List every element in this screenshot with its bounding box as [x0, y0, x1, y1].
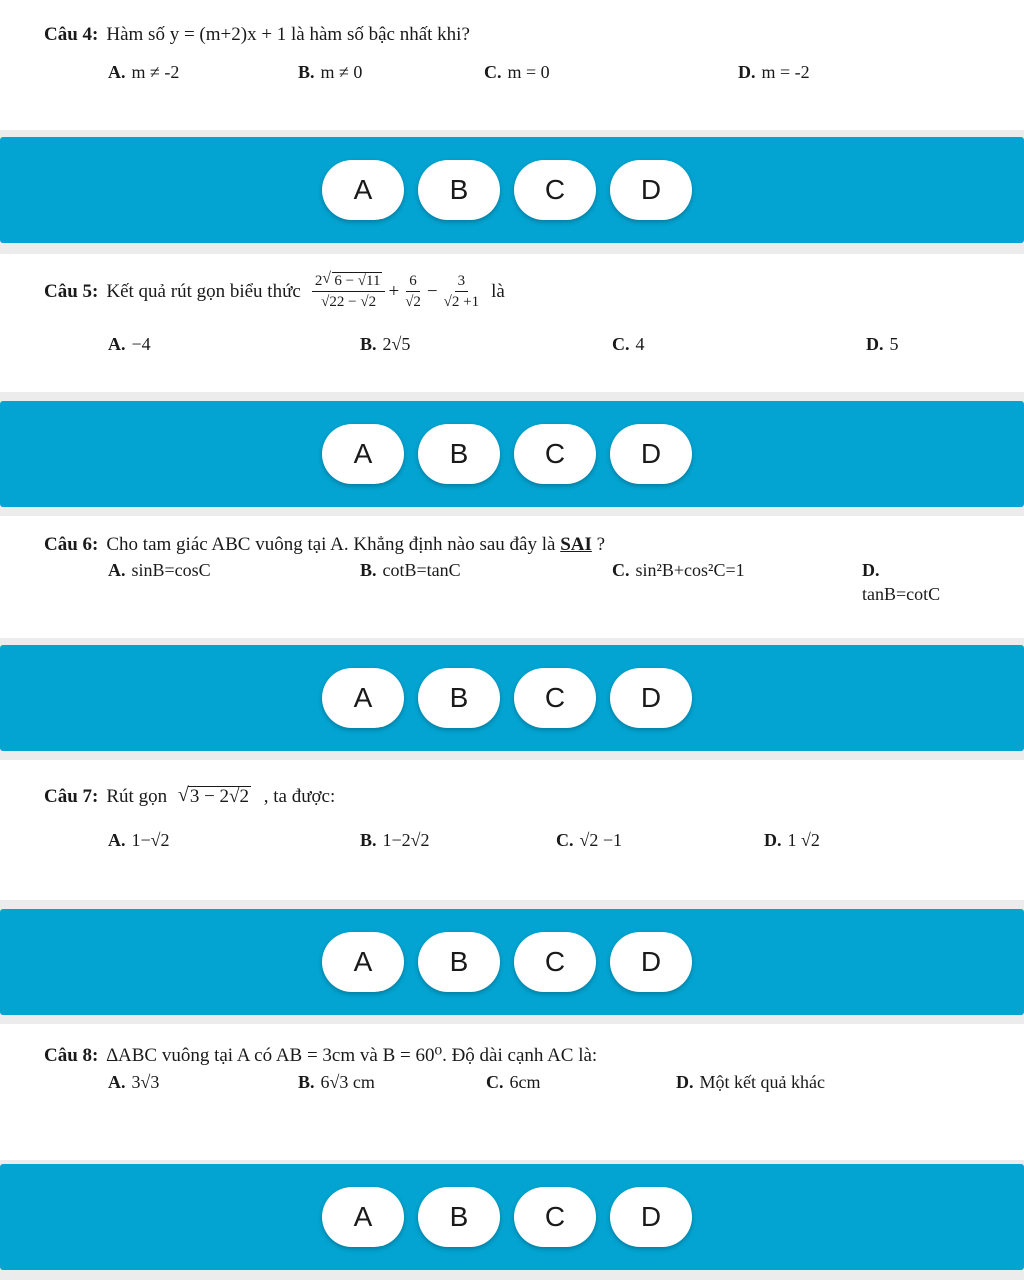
- q4-answer-d-button[interactable]: D: [610, 160, 692, 220]
- question-5-answer-bar: [0, 401, 1024, 507]
- question-4-answer-bar: [0, 137, 1024, 243]
- question-7-text: Câu 7: Rút gọn √ 3 − 2√2 , ta được:: [44, 786, 335, 808]
- question-6-text: Câu 6: Cho tam giác ABC vuông tại A. Khẳng định nào sau đây là SAI ?: [44, 534, 606, 555]
- q6-answer-c-button[interactable]: C: [514, 668, 596, 728]
- q7-option-c: C. √2 −1: [556, 830, 623, 850]
- q6-answer-b-button[interactable]: B: [418, 668, 500, 728]
- q7-answer-c-button[interactable]: C: [514, 932, 596, 992]
- q6-answer-a-button[interactable]: A: [322, 668, 404, 728]
- question-8-card: [0, 1024, 1024, 1160]
- q5-option-b: B. 2√5: [360, 334, 411, 354]
- q6-option-a: A. sinB=cosC: [108, 560, 211, 580]
- q5-answer-d-button[interactable]: D: [610, 424, 692, 484]
- q6-option-d-letter: D.: [862, 560, 880, 580]
- q8-answer-d-button[interactable]: D: [610, 1187, 692, 1247]
- q8-option-a: A. 3√3: [108, 1072, 160, 1092]
- q7-answer-d-button[interactable]: D: [610, 932, 692, 992]
- q8-answer-b-button[interactable]: B: [418, 1187, 500, 1247]
- question-7-card: [0, 760, 1024, 900]
- q8-answer-a-button[interactable]: A: [322, 1187, 404, 1247]
- question-5-card: [0, 254, 1024, 392]
- q6-option-b: B. cotB=tanC: [360, 560, 461, 580]
- q5-answer-c-button[interactable]: C: [514, 424, 596, 484]
- q4-answer-c-button[interactable]: C: [514, 160, 596, 220]
- q5-option-c: C. 4: [612, 334, 645, 354]
- question-7-label: Câu 7:: [44, 786, 99, 807]
- q7-radical: √ 3 − 2√2: [178, 786, 251, 808]
- q6-option-c: C. sin²B+cos²C=1: [612, 560, 745, 580]
- question-4-text: Câu 4: Hàm số y = (m+2)x + 1 là hàm số bậc nhất khi?: [44, 24, 470, 45]
- q8-answer-c-button[interactable]: C: [514, 1187, 596, 1247]
- q5-answer-a-button[interactable]: A: [322, 424, 404, 484]
- q4-option-b: B. m ≠ 0: [298, 62, 363, 82]
- question-5-text: Câu 5: Kết quả rút gọn biểu thức $\frac{2√ 6 - √11}{√22 - √2}$ + $\frac{6}{√2}$ − $\frac{3}{√2 +1}$ là: [44, 272, 505, 311]
- q7-answer-b-button[interactable]: B: [418, 932, 500, 992]
- q7-option-d: D. 1 √2: [764, 830, 820, 850]
- q4-option-d: D. m = -2: [738, 62, 810, 82]
- question-6-label: Câu 6:: [44, 534, 99, 555]
- q5-option-d: D. 5: [866, 334, 899, 354]
- q8-option-d: D. Một kết quả khác: [676, 1072, 825, 1092]
- q5-answer-b-button[interactable]: B: [418, 424, 500, 484]
- q4-answer-a-button[interactable]: A: [322, 160, 404, 220]
- q4-answer-b-button[interactable]: B: [418, 160, 500, 220]
- q8-option-b: B. 6√3 cm: [298, 1072, 375, 1092]
- q4-option-a: A. m ≠ -2: [108, 62, 180, 82]
- q7-option-b: B. 1−2√2: [360, 830, 430, 850]
- q4-option-c: C. m = 0: [484, 62, 550, 82]
- q6-emphasis: SAI: [560, 534, 592, 555]
- question-4-card: [0, 0, 1024, 130]
- question-8-label: Câu 8:: [44, 1045, 99, 1066]
- question-6-answer-bar: [0, 645, 1024, 751]
- question-4-label: Câu 4:: [44, 24, 99, 45]
- question-5-label: Câu 5:: [44, 280, 99, 302]
- q5-option-a: A. −4: [108, 334, 151, 354]
- question-7-answer-bar: [0, 909, 1024, 1015]
- q6-answer-d-button[interactable]: D: [610, 668, 692, 728]
- q5-fraction-2: $\frac{6}{√2}$: [405, 272, 421, 310]
- q5-fraction-1: $\frac{2√ 6 - √11}{√22 - √2}$: [312, 272, 386, 311]
- q8-option-c: C. 6cm: [486, 1072, 541, 1092]
- q6-option-d: tanB=cotC: [862, 584, 941, 604]
- q7-option-a: A. 1−√2: [108, 830, 170, 850]
- question-8-text: Câu 8: ∆ABC vuông tại A có AB = 3cm và B = 60⁰. Độ dài cạnh AC là:: [44, 1045, 598, 1066]
- question-6-card: [0, 516, 1024, 638]
- question-8-answer-bar: [0, 1164, 1024, 1270]
- q7-answer-a-button[interactable]: A: [322, 932, 404, 992]
- q5-fraction-3: $\frac{3}{√2 +1}$: [443, 272, 480, 310]
